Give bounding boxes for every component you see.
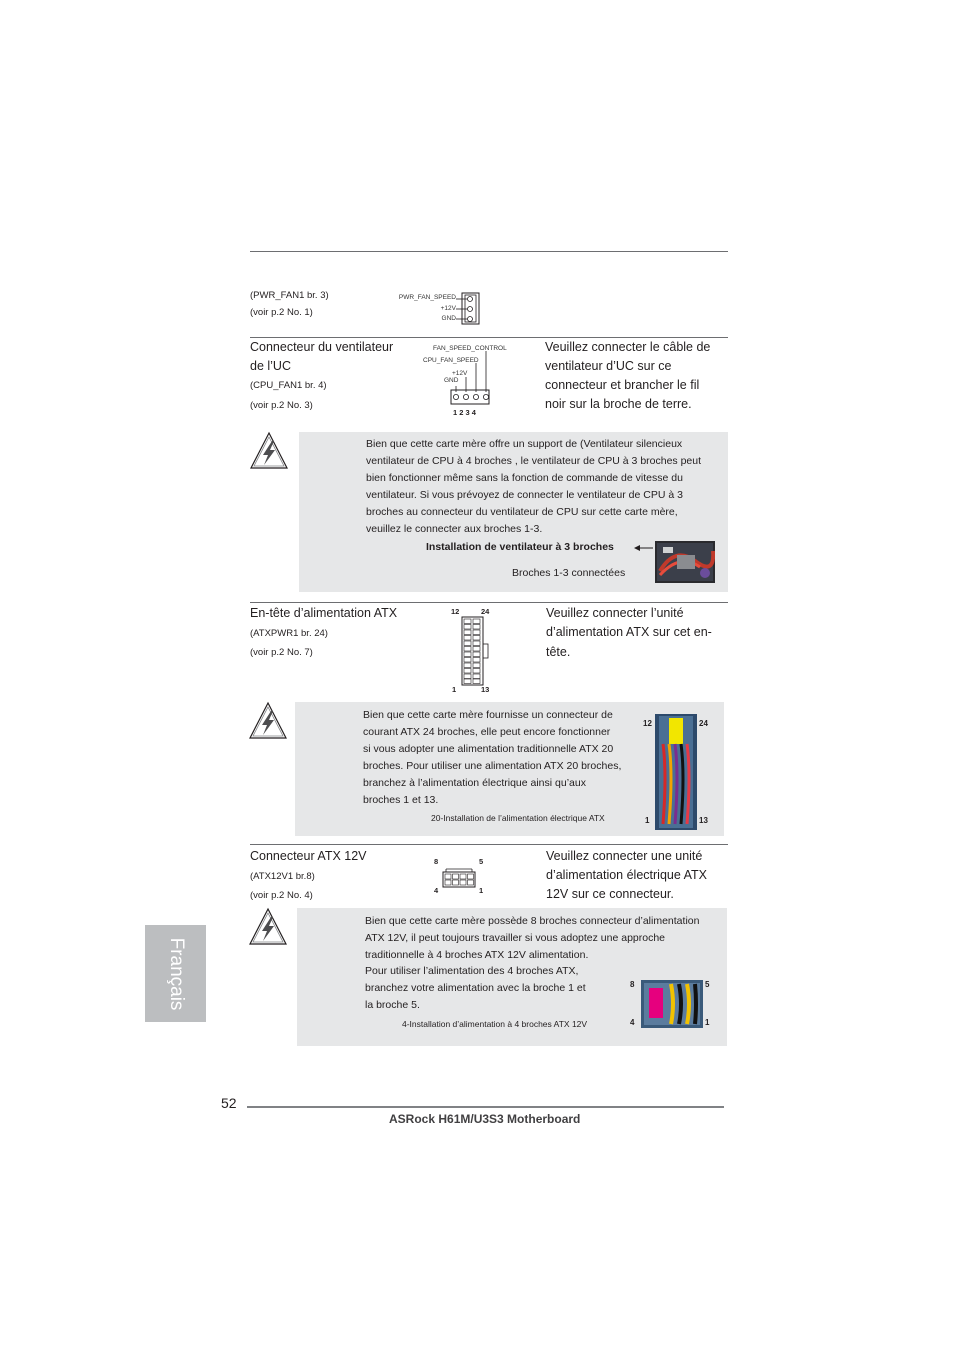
atx12v-note-line: la broche 5.: [365, 999, 420, 1011]
atx-desc-3: tête.: [546, 645, 571, 659]
fan-install-photo: [655, 541, 715, 583]
fan-connector-4pin-icon: [450, 350, 490, 408]
cpu-fan-desc-1: Veuillez connecter le câble de: [545, 340, 711, 354]
atx-note-line: branchez à l’alimentation électrique ainsi qu’aux: [363, 777, 586, 789]
cpu-fan-desc-2: ventilateur d’UC sur ce: [545, 359, 672, 373]
atx-ref: (ATXPWR1 br. 24): [250, 628, 328, 639]
cpu-fan-title-line1: Connecteur du ventilateur: [250, 340, 394, 354]
cpu-fan-note-line: broches au connecteur du ventilateur de CPU sur cette carte mère,: [366, 506, 678, 518]
photo-label: 24: [699, 719, 708, 728]
footer-rule: [247, 1106, 724, 1108]
pin-label: 1: [452, 685, 457, 694]
pin-numbers: 1 2 3 4: [453, 408, 476, 417]
pwr-fan-see: (voir p.2 No. 1): [250, 307, 313, 318]
cpu-fan-ref: (CPU_FAN1 br. 4): [250, 380, 327, 391]
cpu-fan-diagram: [420, 342, 535, 418]
cpu-fan-note-line: Bien que cette carte mère offre un support de (Ventilateur silencieux: [366, 438, 683, 450]
pin-label: 1: [479, 886, 484, 895]
section-rule: [250, 602, 728, 603]
atx12v-note-line: Bien que cette carte mère possède 8 broches connecteur d’alimentation: [365, 915, 700, 927]
atx12v-title: Connecteur ATX 12V: [250, 849, 367, 863]
cpu-fan-note-line: bien fonctionner même sans la fonction de commande de vitesse du: [366, 472, 683, 484]
atx-title: En-tête d’alimentation ATX: [250, 606, 398, 620]
cpu-fan-note-line: veuillez le connecter aux broches 1-3.: [366, 523, 543, 535]
arrow-left-icon: [634, 544, 654, 552]
pin-label: GND: [444, 377, 459, 384]
section-rule: [250, 844, 728, 845]
photo-label: 5: [705, 980, 710, 989]
atx12v-desc-3: 12V sur ce connecteur.: [546, 887, 674, 901]
photo-label: 1: [705, 1018, 710, 1027]
photo-label: 1: [645, 816, 650, 825]
atx12v-desc-2: d’alimentation électrique ATX: [546, 868, 707, 882]
cpu-fan-note-bold: Installation de ventilateur à 3 broches: [426, 541, 614, 553]
atx12v-8pin-connector-icon: [442, 867, 476, 889]
atx-desc-2: d’alimentation ATX sur cet en-: [546, 625, 712, 639]
pin-label: CPU_FAN_SPEED: [423, 357, 479, 364]
cpu-fan-desc-3: connecteur et brancher le fil: [545, 378, 700, 392]
atx12v-note-caption: 4-Installation d’alimentation à 4 broches ATX 12V: [402, 1019, 588, 1029]
atx12v-note-line: traditionnelle à 4 broches ATX 12V alimentation.: [365, 949, 589, 961]
pin-label: 8: [434, 857, 439, 866]
photo-label: 8: [630, 980, 635, 989]
atx-24pin-connector-icon: [461, 616, 491, 686]
photo-label: 13: [699, 816, 708, 825]
cpu-fan-note-caption: Broches 1-3 connectées: [512, 567, 626, 579]
atx-note-line: broches. Pour utiliser une alimentation ATX 20 broches,: [363, 760, 622, 772]
pin-label: 12: [451, 607, 460, 616]
pin-label: 5: [479, 857, 484, 866]
atx-see: (voir p.2 No. 7): [250, 647, 313, 658]
pin-label: PWR_FAN_SPEED: [398, 294, 456, 301]
top-rule: [250, 251, 728, 252]
cpu-fan-see: (voir p.2 No. 3): [250, 400, 313, 411]
atx-note-line: Bien que cette carte mère fournisse un connecteur de: [363, 709, 613, 721]
atx12v-see: (voir p.2 No. 4): [250, 890, 313, 901]
atx-note-line: courant ATX 24 broches, elle peut encore fonctionner: [363, 726, 611, 738]
atx12v-install-photo: [641, 980, 703, 1028]
pin-label: FAN_SPEED_CONTROL: [433, 345, 507, 352]
atx-note-line: broches 1 et 13.: [363, 794, 439, 806]
photo-label: 12: [643, 719, 652, 728]
pin-label: 24: [481, 607, 490, 616]
pwr-fan-ref: (PWR_FAN1 br. 3): [250, 290, 329, 301]
warning-icon: [248, 907, 288, 947]
pin-label: +12V: [452, 370, 468, 377]
atx-desc-1: Veuillez connecter l’unité: [546, 606, 684, 620]
footer-title: ASRock H61M/U3S3 Motherboard: [389, 1112, 581, 1126]
atx12v-connector-diagram: [430, 855, 490, 897]
atx-connector-diagram: [445, 605, 500, 697]
fan-connector-3pin-icon: [456, 292, 482, 326]
pin-label: +12V: [440, 305, 456, 312]
language-tab-label: Français: [165, 937, 187, 1010]
photo-label: 4: [630, 1018, 635, 1027]
atx-note-caption: 20-Installation de l’alimentation électrique ATX: [431, 813, 605, 823]
pin-label: 4: [434, 886, 439, 895]
page-number: 52: [221, 1095, 237, 1111]
atx12v-note-line: branchez votre alimentation avec la broche 1 et: [365, 982, 586, 994]
pwr-fan-diagram: [380, 290, 490, 328]
cpu-fan-note-line: ventilateur. Si vous prévoyez de connecter le ventilateur de CPU à 3: [366, 489, 683, 501]
pin-label: GND: [441, 315, 456, 322]
atx12v-note-line: Pour utiliser l’alimentation des 4 broches ATX,: [365, 965, 579, 977]
atx12v-note-line: ATX 12V, il peut toujours travailler si vous adoptez une approche: [365, 932, 666, 944]
cpu-fan-desc-4: noir sur la broche de terre.: [545, 397, 692, 411]
atx12v-desc-1: Veuillez connecter une unité: [546, 849, 703, 863]
atx-install-photo: [655, 714, 697, 830]
atx-note-line: si vous adopter une alimentation traditionnelle ATX 20: [363, 743, 614, 755]
warning-icon: [248, 701, 288, 741]
language-tab: [145, 925, 206, 1022]
cpu-fan-title-line2: de l’UC: [250, 359, 291, 373]
cpu-fan-note-line: ventilateur de CPU à 4 broches , le ventilateur de CPU à 3 broches peut: [366, 455, 702, 467]
warning-icon: [249, 431, 289, 471]
atx12v-ref: (ATX12V1 br.8): [250, 871, 315, 882]
pin-label: 13: [481, 685, 490, 694]
